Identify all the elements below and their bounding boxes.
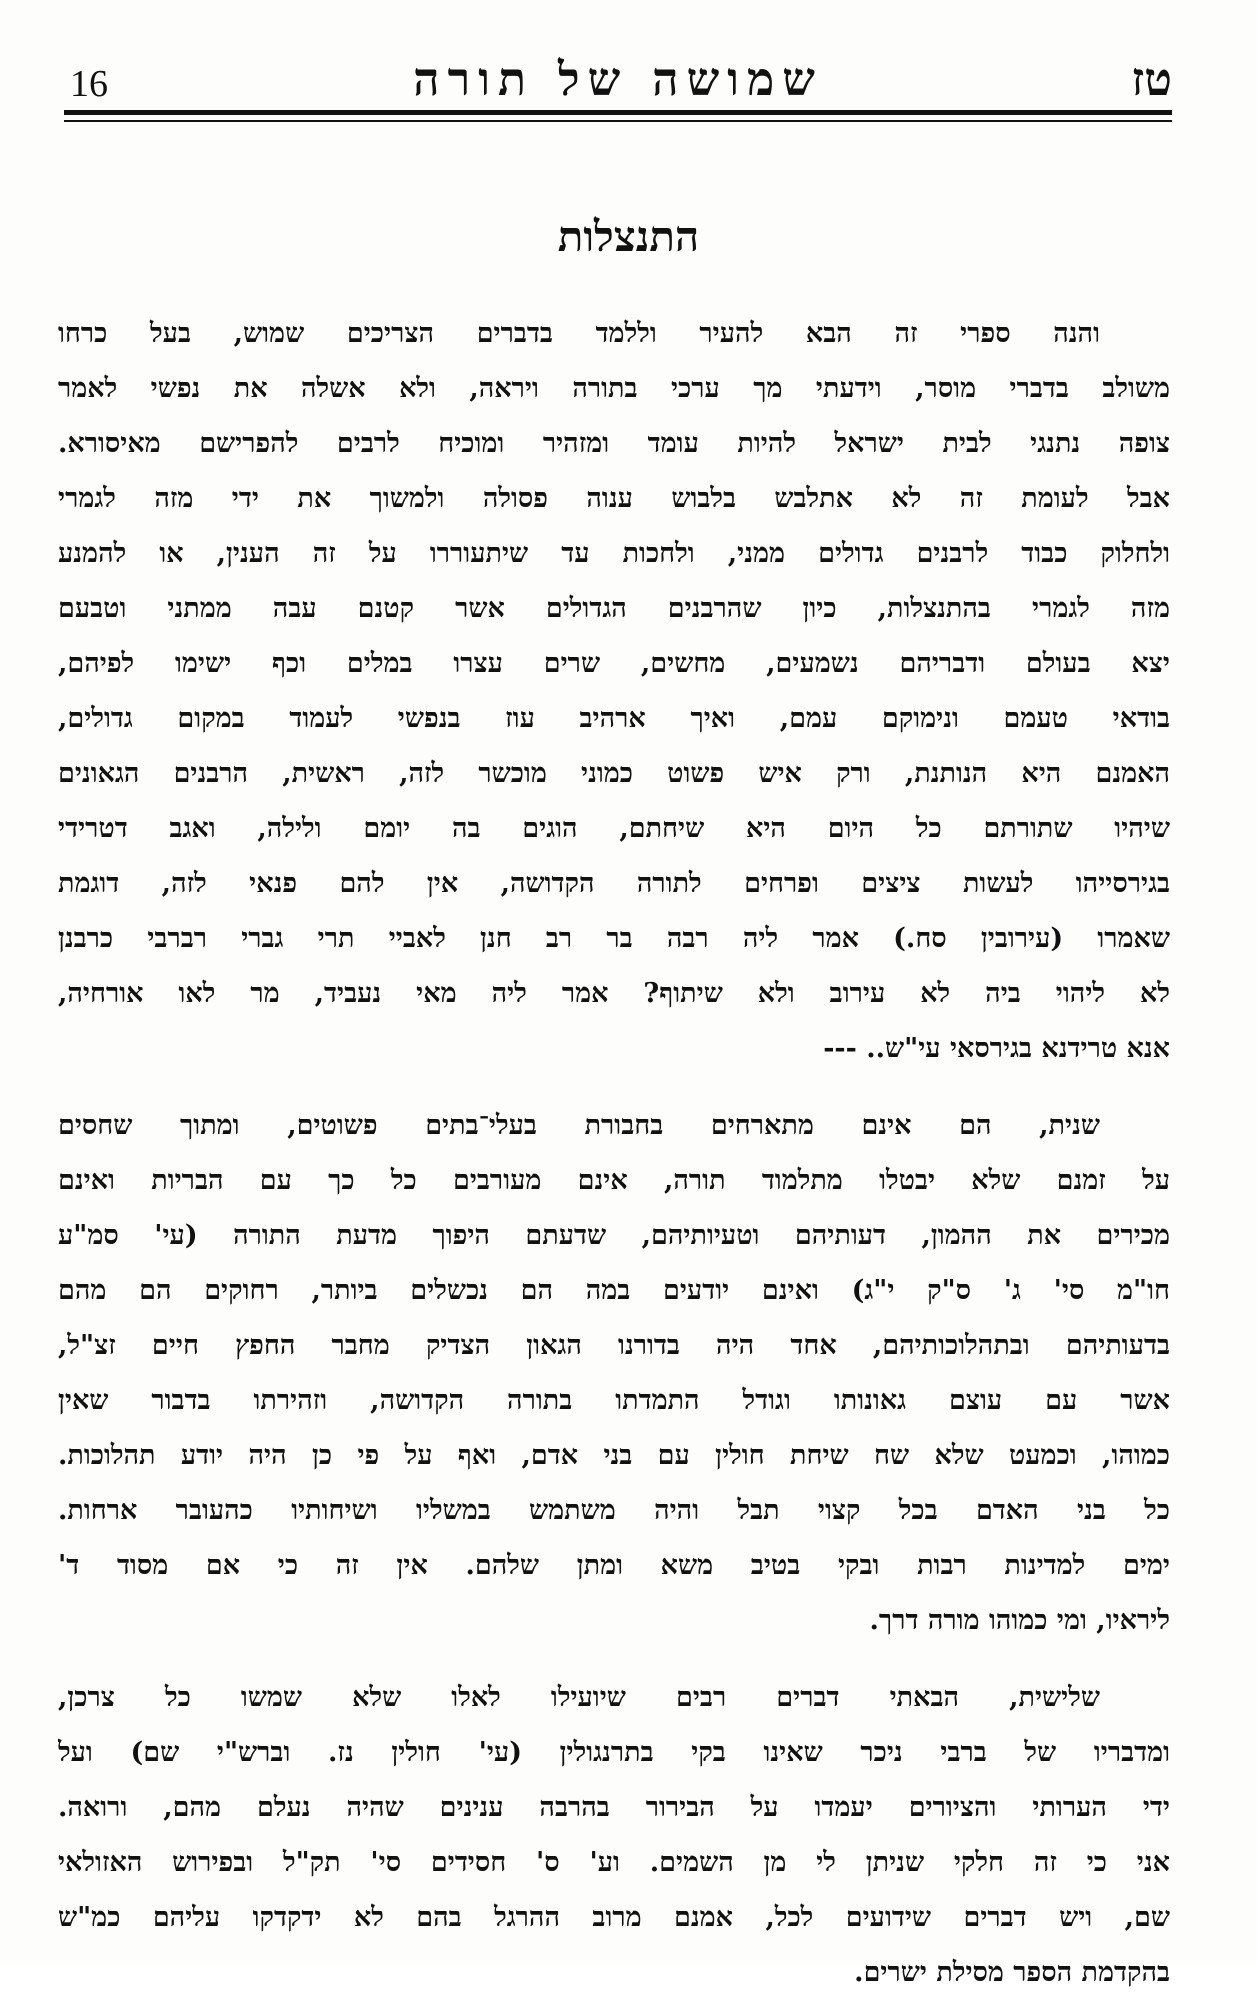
text-line: משולב בדברי מוסר, וידעתי מך ערכי בתורה ויראה, ולא אשלה את נפשי לאמר (58, 373, 1170, 404)
text-line: אשר עם עוצם גאונותו וגודל התמדתו בתורה הקדושה, וזהירתו בדבור שאין (58, 1385, 1170, 1416)
paragraph-2 (58, 1098, 1170, 1648)
text-line: האמנם היא הנותנת, ורק איש פשוט כמוני מוכשר לזה, ראשית, הרבנים הגאונים (58, 758, 1170, 789)
text-line: צופה נתנגי לבית ישראל להיות עומד ומזהיר ומוכיח לרבים להפרישם מאיסורא. (58, 428, 1170, 459)
text-line: שיהיו שתורתם כל היום היא שיחתם, הוגים בה יומם ולילה, ואגב דטרידי (58, 813, 1170, 844)
text-line: לא ליהוי ביה לא עירוב ולא שיתוף? אמר ליה מאי נעביד, מר לאו אורחיה, (58, 978, 1170, 1009)
text-line: שלישית, הבאתי דברים רבים שיועילו לאלו שלא שמשו כל צרכן, (58, 1682, 1100, 1713)
header-rule-thin (64, 120, 1172, 122)
page-number-hebrew: טז (1131, 52, 1172, 106)
paragraph-3 (58, 1670, 1170, 2000)
text-line: ומדבריו של ברבי ניכר שאינו בקי בתרנגולין (עי' חולין נז. וברש"י שם) ועל (58, 1737, 1170, 1768)
header-double-rule (64, 110, 1172, 124)
text-line: כמוהו, וכמעט שלא שח שיחת חולין עם בני אדם, ואף על פי כן היה יודע תהלוכות. (58, 1440, 1170, 1471)
text-line: מזה לגמרי בהתנצלות, כיון שהרבנים הגדולים אשר קטנם עבה ממתני וטבעם (58, 593, 1170, 624)
text-line: על זמנם שלא יבטלו מתלמוד תורה, אינם מעורבים כל כך עם הבריות ואינם (58, 1165, 1170, 1196)
text-line: אבל לעומת זה לא אתלבש בלבוש ענוה פסולה ולמשוך את ידי מזה לגמרי (58, 483, 1170, 514)
text-line: אנא טרידנא בגירסאי עי"ש.. --- (823, 1033, 1170, 1064)
running-title: שמושה של תורה (413, 52, 823, 106)
header-rule-thick (64, 110, 1172, 115)
text-line: בודאי טעמם ונימוקם עמם, ואיך ארהיב עוז בנפשי לעמוד במקום גדולים, (58, 703, 1170, 734)
paragraph-1 (58, 306, 1170, 1076)
body-text (58, 306, 1170, 2000)
text-line: בדעותיהם ובתהלוכותיהם, אחד היה בדורנו הגאון הצדיק מחבר החפץ חיים זצ"ל, (58, 1330, 1170, 1361)
text-line: חו"מ סי' ג' ס"ק י"ג) ואינם יודעים במה הם נכשלים ביותר, רחוקים הם מהם (58, 1275, 1170, 1306)
text-line: והנה ספרי זה הבא להעיר וללמד בדברים הצריכים שמוש, בעל כרחו (58, 318, 1101, 349)
text-line: אני כי זה חלקי שניתן לי מן השמים. וע' ס' חסידים סי' תק"ל ובפירוש האזולאי (58, 1847, 1170, 1878)
section-title: התנצלות (557, 212, 700, 261)
text-line: ולחלוק כבוד לרבנים גדולים ממני, ולחכות עד שיתעוררו על זה הענין, או להמנע (58, 538, 1170, 569)
text-line: שנית, הם אינם מתארחים בחבורת בעלי־בתים פשוטים, ומתוך שחסים (58, 1110, 1100, 1141)
text-line: ימים למדינות רבות ובקי בטיב משא ומתן שלהם. אין זה כי אם מסוד ד' (58, 1550, 1170, 1581)
paragraph-gap (58, 1076, 1170, 1098)
text-line: כל בני האדם בכל קצוי תבל והיה משתמש במשליו ושיחותיו כהעובר ארחות. (58, 1495, 1170, 1526)
text-line: שם, ויש דברים שידועים לכל, אמנם מרוב ההרגל בהם לא ידקדקו עליהם כמ"ש (58, 1902, 1170, 1933)
running-header (64, 38, 1172, 108)
text-line: בגירסייהו לעשות ציצים ופרחים לתורה הקדושה, אין להם פנאי לזה, דוגמת (58, 868, 1170, 899)
text-line: ידי הערותי והציורים יעמדו על הבירור בהרבה ענינים שהיה נעלם מהם, ורואה. (58, 1792, 1170, 1823)
text-line: ליראיו, ומי כמוהו מורה דרך. (869, 1605, 1170, 1636)
text-line: שאמרו (עירובין סח.) אמר ליה רבה בר רב חנן לאביי תרי גברי רברבי כרבנן (58, 923, 1170, 954)
page-number-arabic: 16 (70, 63, 108, 105)
paragraph-gap (58, 1648, 1170, 1670)
text-line: בהקדמת הספר מסילת ישרים. (854, 1957, 1170, 1988)
text-line: מכירים את ההמון, דעותיהם וטעיותיהם, שדעתם היפוך מדעת התורה (עי' סמ"ע (58, 1220, 1170, 1251)
text-line: יצא בעולם ודבריהם נשמעים, מחשים, שרים עצרו במלים וכף ישימו לפיהם, (58, 648, 1170, 679)
